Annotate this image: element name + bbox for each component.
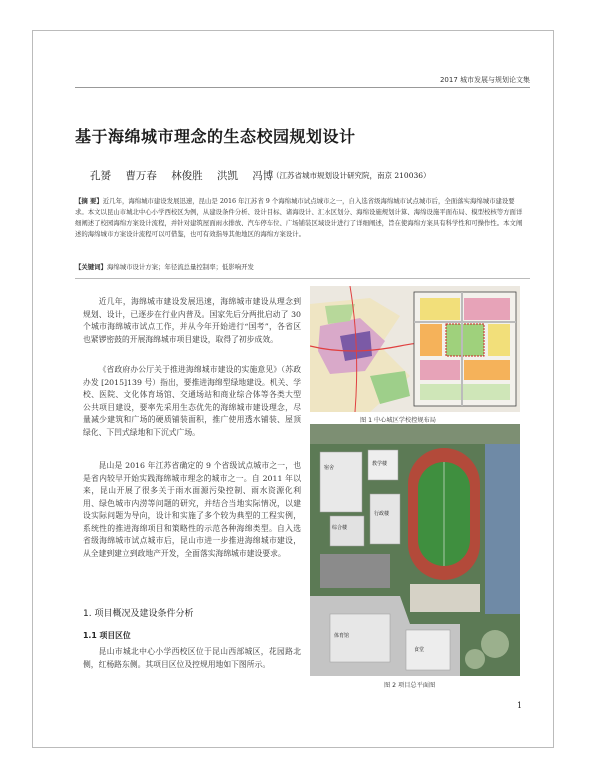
page-number: 1	[517, 701, 523, 710]
fig2-label: 综合楼	[332, 525, 348, 531]
keywords-text: 海绵城市设计方案；年径流总量控制率；低影响开发	[106, 263, 254, 271]
author: 孔赟	[90, 170, 111, 182]
figure-1-graphic	[310, 286, 520, 412]
author: 林俊胜	[171, 170, 203, 182]
keywords	[75, 262, 527, 271]
section-heading: 1. 项目概况及建设条件分析	[83, 609, 194, 619]
body-paragraph-4: 昆山市城北中心小学西校区位于昆山西部城区，花园路北侧，红杨路东侧。其项目区位及控规用地如下图所示。	[83, 647, 301, 669]
fig2-label: 教学楼	[372, 461, 388, 467]
figure-2-caption: 图 2 项目总平面图	[384, 682, 436, 689]
fig2-label: 行政楼	[374, 511, 390, 517]
figure-1-caption: 图 1 中心城区学校控规布局	[360, 417, 436, 424]
article-title: 基于海绵城市理念的生态校园规划设计	[75, 127, 356, 146]
affiliation: （江苏省城市规划设计研究院，南京 210036）	[272, 171, 431, 180]
fig2-label: 宿舍	[324, 465, 335, 471]
figure-2-site-plan	[310, 424, 520, 676]
subsection-heading: 1.1 项目区位	[83, 631, 131, 640]
abstract-label: 【摘 要】	[75, 197, 103, 205]
figure-1-map	[310, 286, 520, 412]
author: 曹万春	[125, 170, 157, 182]
body-paragraph-2: 《省政府办公厅关于推进海绵城市建设的实施意见》（苏政办发 [2015]139 号）指出，要推进海绵型绿地建设。机关、学校、医院、文化体育场馆、交通场站和商业综合体等各类大型公共项目建设，要率先采用生态优先的海绵城市建设理念，尽量减少建筑和广场的硬质铺装面积，推广使用透水铺装、屋顶绿化、下凹式绿地和下沉式广场。	[83, 365, 301, 437]
abstract-rule	[75, 278, 530, 279]
body-paragraph-1: 近几年，海绵城市建设发展迅速，海绵城市建设从理念到规划、设计，已逐步在行业内普及。国家先后分两批启动了 30 个城市海绵城市试点工作，并从今年开始进行“国考”，各省区也紧锣密鼓的开展海绵城市项目建设，取得了初步成效。	[83, 297, 301, 344]
author-list	[90, 168, 273, 183]
header-rule	[75, 87, 530, 88]
fig2-label: 体育馆	[334, 633, 350, 639]
author: 冯博	[252, 170, 274, 182]
keywords-label: 【关键词】	[75, 263, 107, 271]
abstract	[75, 196, 527, 240]
running-head: 2017 城市发展与规划论文集	[439, 76, 530, 84]
fig2-label: 食堂	[414, 647, 425, 653]
abstract-text: 近几年，海绵城市建设发展迅速，昆山是 2016 年江苏省 9 个海绵城市试点城市之一，自入选省级海绵城市试点城市后，全面落实海绵城市建设要求。本文以昆山市城北中心小学西校区为例，从建设条件分析、设计目标、诸海设计、汇水区划分、海绵设施规划计算、海绵设施平面布局、模型校核等方面详细阐述了校园海绵方案设计流程，并针对建筑屋面雨水排放、汽车停车位、广场铺装区域设计进行了详细阐述，旨在使海绵方案具有科学性和可操作性。本文阐述的海绵城市方案设计流程可以可借鉴，也可有效指导其他地区的海绵方案设计。	[75, 197, 523, 238]
author: 洪凯	[217, 170, 239, 182]
body-paragraph-3: 昆山是 2016 年江苏省确定的 9 个省级试点城市之一，也是省内较早开始实践海绵城市理念的城市之一。自 2011 年以来，昆山开展了很多关于雨水面源污染控制、雨水资源化利用、绿色城市内涝等问题的研究，并结合当地实际情况，以建设实际问题为导向，设计和实施了多个较为典型的工程实例，系统性的推进海绵项目和策略性的示范各种海绵类型。自入选省级海绵城市试点城市后，昆山市进一步推进海绵城市建设，从全建到建立到政地产开发，全面落实海绵城市建设要求。	[83, 461, 301, 558]
